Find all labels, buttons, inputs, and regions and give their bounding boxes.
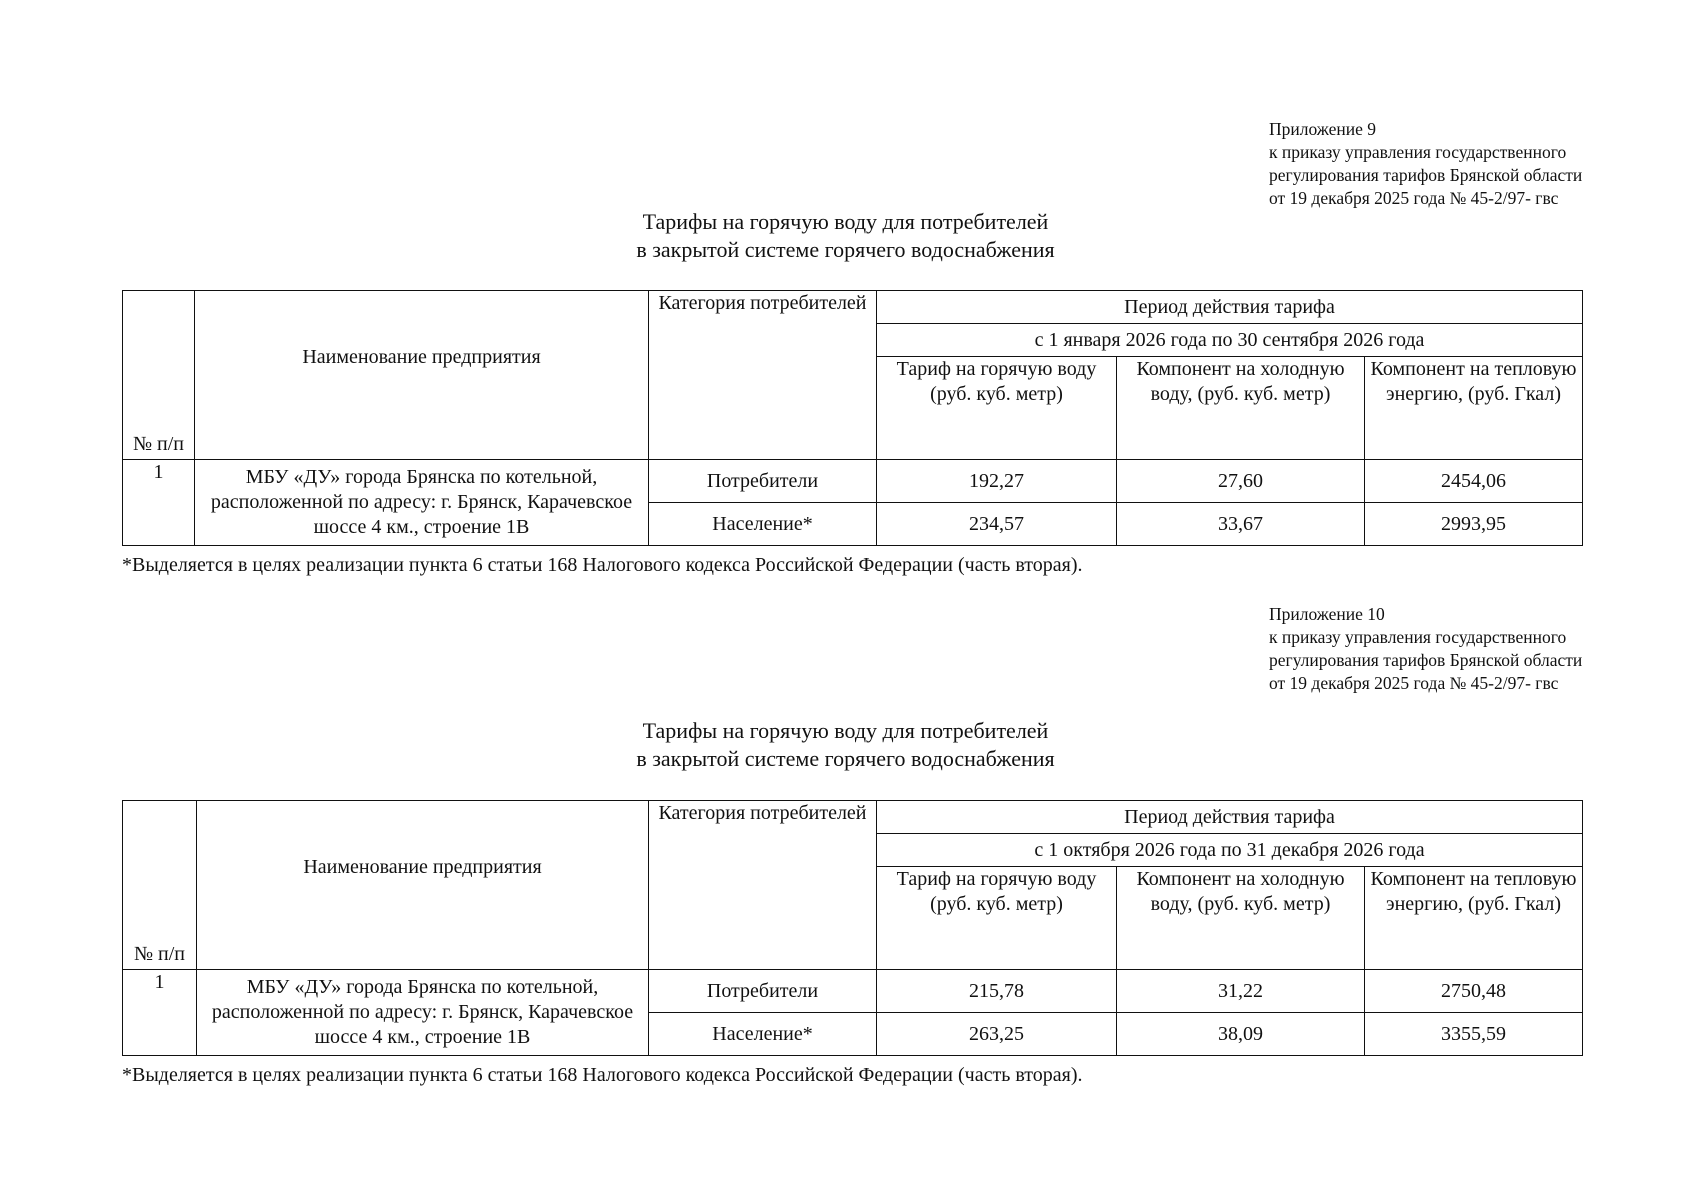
enterprise-name: МБУ «ДУ» города Брянска по котельной, расположенной по адресу: г. Брянск, Карачевское шоссе 4 км., строение 1В [197,970,649,1056]
col-header-period: Период действия тарифа [877,291,1583,324]
tariff-table [122,290,1583,546]
appendix-order-line: к приказу управления государственного [1269,142,1567,162]
heat-energy-value: 3355,59 [1365,1013,1583,1056]
appendix-order-date: от 19 декабря 2025 года № 45-2/97- гвс [1269,673,1559,693]
period-dates: с 1 октября 2026 года по 31 декабря 2026 года [877,834,1583,867]
col-header-number: № п/п [123,801,197,970]
cold-water-value: 38,09 [1117,1013,1365,1056]
table-row [123,460,1583,503]
table-row [123,970,1583,1013]
col-header-category: Категория потребителей [649,291,877,460]
col-header-heat-energy: Компонент на тепловую энергию, (руб. Гкал) [1365,357,1583,460]
col-header-enterprise: Наименование предприятия [197,801,649,970]
tariff-value: 234,57 [877,503,1117,546]
title-line: Тарифы на горячую воду для потребителей [642,718,1049,743]
consumer-category: Население* [649,503,877,546]
appendix-order-line: к приказу управления государственного [1269,627,1567,647]
cold-water-value: 33,67 [1117,503,1365,546]
enterprise-name: МБУ «ДУ» города Брянска по котельной, расположенной по адресу: г. Брянск, Карачевское шоссе 4 км., строение 1В [195,460,649,546]
col-header-number: № п/п [123,291,195,460]
col-header-cold-water: Компонент на холодную воду, (руб. куб. метр) [1117,357,1365,460]
appendix-order-line: регулирования тарифов Брянской области [1269,165,1583,185]
row-number: 1 [123,970,197,1056]
col-header-tariff: Тариф на горячую воду (руб. куб. метр) [877,867,1117,970]
title-line: в закрытой системе горячего водоснабжения [636,237,1055,262]
appendix-order-line: регулирования тарифов Брянской области [1269,650,1583,670]
appendix-block-9 [1269,118,1679,210]
appendix-block-10 [1269,603,1679,695]
tariff-table [122,800,1583,1056]
col-header-heat-energy: Компонент на тепловую энергию, (руб. Гкал) [1365,867,1583,970]
title-line: в закрытой системе горячего водоснабжения [636,746,1055,771]
heat-energy-value: 2454,06 [1365,460,1583,503]
col-header-cold-water: Компонент на холодную воду, (руб. куб. метр) [1117,867,1365,970]
col-header-tariff: Тариф на горячую воду (руб. куб. метр) [877,357,1117,460]
heat-energy-value: 2750,48 [1365,970,1583,1013]
col-header-period: Период действия тарифа [877,801,1583,834]
heat-energy-value: 2993,95 [1365,503,1583,546]
title-line: Тарифы на горячую воду для потребителей [642,209,1049,234]
row-number: 1 [123,460,195,546]
consumer-category: Потребители [649,460,877,503]
section-title [0,717,1691,773]
section-title [0,208,1691,264]
col-header-enterprise: Наименование предприятия [195,291,649,460]
col-header-category: Категория потребителей [649,801,877,970]
appendix-number: Приложение 10 [1269,604,1385,624]
footnote: *Выделяется в целях реализации пункта 6 статьи 168 Налогового кодекса Российской Федерации (часть вторая). [122,554,1083,576]
tariff-value: 263,25 [877,1013,1117,1056]
appendix-number: Приложение 9 [1269,119,1377,139]
footnote: *Выделяется в целях реализации пункта 6 статьи 168 Налогового кодекса Российской Федерации (часть вторая). [122,1064,1083,1086]
tariff-value: 215,78 [877,970,1117,1013]
tariff-value: 192,27 [877,460,1117,503]
cold-water-value: 31,22 [1117,970,1365,1013]
appendix-order-date: от 19 декабря 2025 года № 45-2/97- гвс [1269,188,1559,208]
consumer-category: Население* [649,1013,877,1056]
period-dates: с 1 января 2026 года по 30 сентября 2026 года [877,324,1583,357]
cold-water-value: 27,60 [1117,460,1365,503]
consumer-category: Потребители [649,970,877,1013]
